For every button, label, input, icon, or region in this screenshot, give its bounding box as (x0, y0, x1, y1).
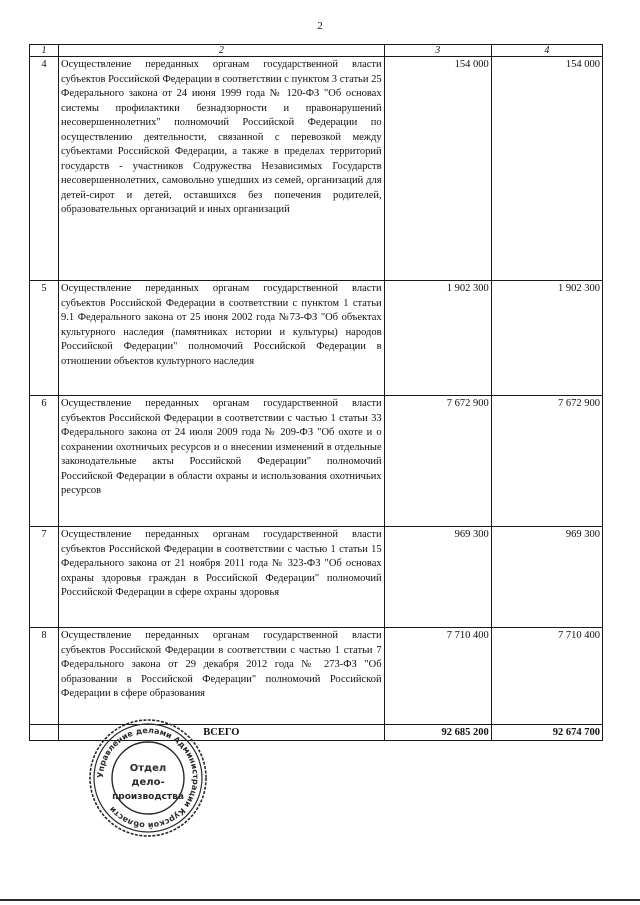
row-amount-2: 7 710 400 (491, 628, 602, 725)
header-col-3: 3 (384, 45, 491, 57)
stamp-center-line-1: Отдел (129, 763, 167, 774)
row-amount-1: 969 300 (384, 527, 491, 628)
table-header-row (30, 45, 603, 57)
row-description: Осуществление переданных органам государственной власти субъектов Российской Федерации в соответствии с частью 1 статьи 7 Федерального закона от 29 декабря 2012 года № 273-ФЗ "Об образовании в Российской Федерации" полномочий Российской Федерации в сфере образования (59, 628, 385, 725)
header-col-4: 4 (491, 45, 602, 57)
row-amount-2: 1 902 300 (491, 281, 602, 396)
row-number: 8 (30, 628, 59, 725)
row-description: Осуществление переданных органам государственной власти субъектов Российской Федерации в соответствии с пунктом 1 статьи 9.1 Федерального закона от 25 июня 2002 года №73-ФЗ "Об объектах культурного наследия (памятниках истории и культуры) народов Российской Федерации" полномочий Российской Федерации в отношении объектов культурного наследия (59, 281, 385, 396)
row-number: 7 (30, 527, 59, 628)
total-amount-1: 92 685 200 (384, 725, 491, 741)
row-amount-1: 7 672 900 (384, 396, 491, 527)
table-row (30, 281, 603, 396)
total-amount-2: 92 674 700 (491, 725, 602, 741)
header-col-1: 1 (30, 45, 59, 57)
row-description: Осуществление переданных органам государственной власти субъектов Российской Федерации в соответствии с частью 1 статьи 15 Федерального закона от 21 ноября 2011 года № 323-ФЗ "Об основах охраны здоровья граждан в Российской Федерации" полномочий Российской Федерации в сфере охраны здоровья (59, 527, 385, 628)
header-col-2: 2 (59, 45, 385, 57)
table-row (30, 396, 603, 527)
row-description: Осуществление переданных органам государственной власти субъектов Российской Федерации в соответствии с пунктом 3 статьи 25 Федерального закона от 24 июня 1999 года № 120-ФЗ "Об основах системы профилактики безнадзорности и правонарушений несовершеннолетних" полномочий Российской Федерации по осуществлению деятельности, связанной с перевозкой между субъектами Российской Федерации, а также в пределах территорий государств - участников Содружества Независимых Государств несовершеннолетних, самовольно ушедших из семей, организаций для детей-сирот и детей, оставшихся без попечения родителей, образовательных организаций и иных организаций (59, 57, 385, 281)
row-amount-1: 154 000 (384, 57, 491, 281)
bottom-scan-edge (0, 899, 640, 901)
total-blank-cell (30, 725, 59, 741)
budget-table (29, 44, 603, 741)
table-row (30, 57, 603, 281)
table-row (30, 628, 603, 725)
row-amount-1: 7 710 400 (384, 628, 491, 725)
stamp-center-line-3: производства (112, 792, 184, 802)
row-number: 5 (30, 281, 59, 396)
table-row (30, 527, 603, 628)
page-number: 2 (317, 20, 323, 32)
department-stamp (87, 717, 209, 839)
row-amount-1: 1 902 300 (384, 281, 491, 396)
stamp-ring-text: Управление делами Администрации Курской области (95, 725, 201, 831)
stamp-center-line-2: дело- (131, 777, 165, 788)
row-number: 4 (30, 57, 59, 281)
row-description: Осуществление переданных органам государственной власти субъектов Российской Федерации в соответствии с частью 1 статьи 33 Федерального закона от 24 июля 2009 года № 209-ФЗ "Об охоте и о сохранении охотничьих ресурсов и о внесении изменений в отдельные законодательные акты Российской Федерации" полномочий Российской Федерации в области охраны и использования охотничьих ресурсов (59, 396, 385, 527)
total-label: ВСЕГО (59, 725, 385, 741)
row-amount-2: 969 300 (491, 527, 602, 628)
row-number: 6 (30, 396, 59, 527)
row-amount-2: 154 000 (491, 57, 602, 281)
row-amount-2: 7 672 900 (491, 396, 602, 527)
